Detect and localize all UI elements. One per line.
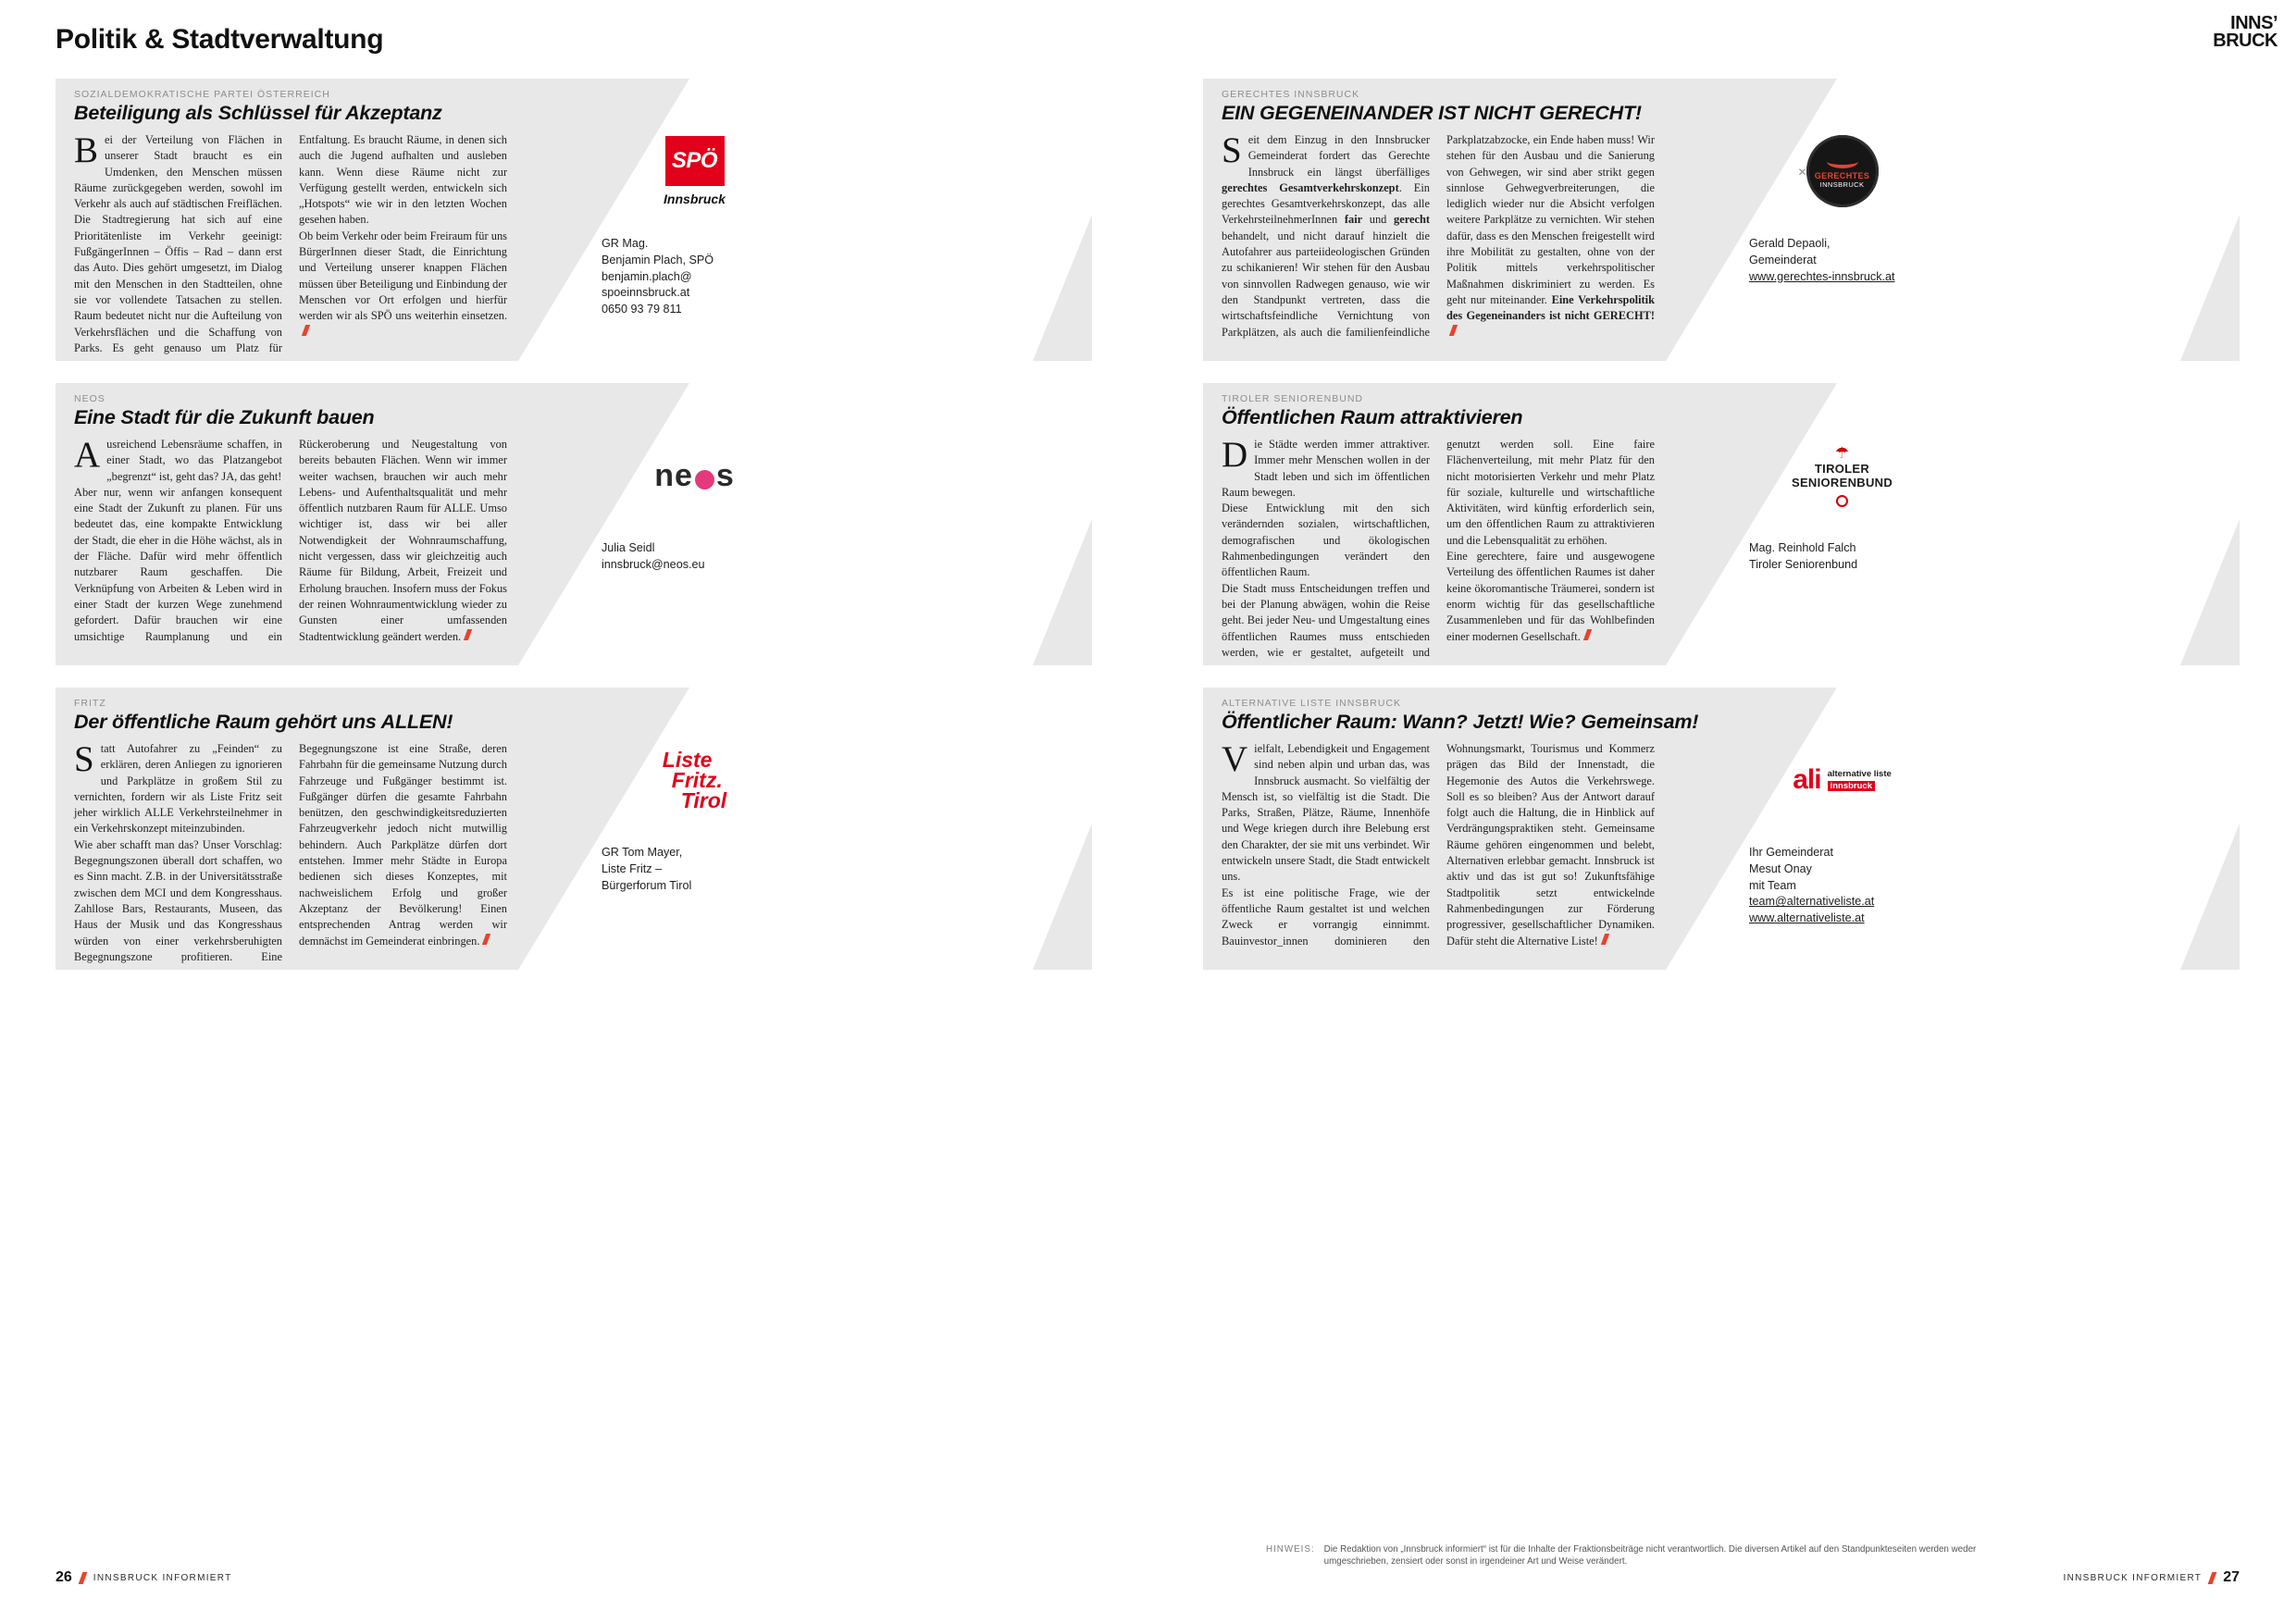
seniorenbund-logo-line2: SENIORENBUND <box>1791 475 1893 489</box>
article-gerechtes-innsbruck <box>1203 79 2240 361</box>
panel-corner-decoration <box>1033 824 1092 970</box>
ali-logo-line2: innsbruck <box>1828 781 1875 791</box>
ali-logo-main: ali <box>1793 764 1821 795</box>
rooster-icon <box>1827 155 1858 168</box>
x-mark-icon: ✕ <box>1797 166 1807 179</box>
spoe-logo-box <box>665 136 725 186</box>
contact-line: GR Mag. <box>602 237 649 250</box>
contact-line: mit Team <box>1749 878 1796 892</box>
contact-line: Mag. Reinhold Falch <box>1749 541 1856 554</box>
article-body <box>1222 132 1655 341</box>
article-spoe <box>56 79 1092 361</box>
contact-email: spoeinnsbruck.at <box>602 286 690 300</box>
contact-line: Gemeinderat <box>1749 253 1817 266</box>
article-category: SOZIALDEMOKRATISCHE PARTEI ÖSTERREICH <box>74 89 330 100</box>
article-neos <box>56 383 1092 665</box>
end-slash-icon <box>1449 325 1458 336</box>
seniorenbund-emblem-icon <box>1836 495 1848 507</box>
article-title: Öffentlicher Raum: Wann? Jetzt! Wie? Gemeinsam! <box>1222 711 1699 733</box>
contact-line: Julia Seidl <box>602 541 655 554</box>
article-tiroler-seniorenbund <box>1203 383 2240 665</box>
contact-block <box>600 125 789 318</box>
ali-logo-line1: alternative liste <box>1827 769 1892 779</box>
panel-corner-decoration <box>2180 215 2240 361</box>
page-number-right: 27 <box>2223 1569 2240 1585</box>
page-title: Politik & Stadtverwaltung <box>56 24 384 55</box>
fritz-wordmark <box>663 750 726 811</box>
tiroler-seniorenbund-logo <box>1747 429 1937 522</box>
article-alternative-liste <box>1203 688 2240 970</box>
contact-block <box>1747 125 1937 285</box>
contact-info <box>600 236 789 318</box>
end-slash-icon <box>302 325 310 336</box>
end-slash-icon <box>482 934 490 945</box>
seniorenbund-wordmark <box>1792 445 1893 507</box>
hinweis-label: HINWEIS: <box>1266 1544 1315 1555</box>
article-title: EIN GEGENEINANDER IST NICHT GERECHT! <box>1222 102 1642 124</box>
contact-email: innsbruck@neos.eu <box>602 557 705 571</box>
neos-wordmark <box>654 458 735 494</box>
article-body <box>1222 741 1655 949</box>
brand-line-2: BRUCK <box>2213 31 2277 51</box>
contact-info <box>1747 845 1937 927</box>
seniorenbund-logo-line1: TIROLER <box>1814 461 1870 476</box>
contact-line: Ihr Gemeinderat <box>1749 846 1833 859</box>
contact-line: Gerald Depaoli, <box>1749 237 1831 250</box>
article-title: Der öffentliche Raum gehört uns ALLEN! <box>74 711 453 733</box>
spoe-logo <box>600 125 789 217</box>
magazine-name: INNSBRUCK INFORMIERT <box>93 1572 232 1583</box>
innsbruck-magazine-logo <box>2213 15 2277 50</box>
article-body <box>74 741 507 965</box>
article-title: Eine Stadt für die Zukunft bauen <box>74 406 375 428</box>
alternative-liste-logo <box>1747 734 1937 826</box>
slash-icon <box>78 1572 87 1584</box>
footer-left <box>56 1569 232 1586</box>
gerechtes-innsbruck-logo <box>1747 125 1937 217</box>
slash-icon <box>2208 1572 2217 1584</box>
contact-block <box>1747 429 1937 574</box>
article-body <box>1222 437 1655 661</box>
body-text: Statt Autofahrer zu „Feinden“ zu erklären, deren Anliegen zu ignorieren und Parkplätze in großem Stil zu vernichten, fordern wir als Liste Fritz seit jeher wirklich ALLE Verkehrsteilnehmer in ein Verkehrskonzept miteinzubinden. Wie aber schafft man das? Unser Vorschlag: Begegnungszonen überall dort schaffen, wo es Sinn macht. Z.B. in der Universitätsstraße zwischen dem MCI und dem Kongresshaus. Zahllose Bars, Restaurants, Museen, das Haus der Musik und das Kongresshaus würden von einer verkehrsberuhigten Begegnungszone profitieren. Eine Begegnungszone ist eine Straße, deren Fahrbahn für die gemeinsame Nutzung durch Fahrzeuge und Fußgänger bestimmt ist. Fußgänger dürfen die gesamte Fahrbahn benützen, den geschwindigkeitsreduzierten Fahrzeugverkehr jedoch nicht mutwillig behindern. Auch Parkplätze dürfen dort entstehen. Immer mehr Städte in Europa bedienen sich dieses Konzeptes, mit nachweislichem Erfolg und großer Akzeptanz der Bevölkerung! Einen entsprechenden Antrag werden wir demnächst im Gemeinderat einbringen. <box>74 739 507 963</box>
neos-logo-post: s <box>715 457 735 493</box>
article-category: GERECHTES INNSBRUCK <box>1222 89 1360 100</box>
panel-corner-decoration <box>2180 824 2240 970</box>
body-text: Ausreichend Lebensräume schaffen, in einer Stadt, wo das Platzangebot „begrenzt“ ist, geht das? JA, das geht! Aber nur, wenn wir anfangen konsequent eine Stadt der Zukunft zu planen. Für uns bedeutet das, eine kompakte Entwicklung der Stadt, die eher in die Höhe wächst, als in der Fläche. Dafür wird mehr öffentlich nutzbarer Raum geschaffen. Die Verknüpfung von Arbeiten & Leben wird in einer Stadt der kurzen Wege zunehmend gefordert. Dafür brauchen wir eine umsichtige Raumplanung und ein Rückeroberung und Neugestaltung von bereits bebauten Flächen. Wenn wir immer weiter wachsen, brauchen wir auch mehr Lebens- und Aufenthaltsqualität und mehr öffentlich nutzbaren Raum für ALLE. Umso wichtiger ist, dass wir bei aller Notwendigkeit der Wohnraumschaffung, nicht vergessen, dass wir gleichzeitig auch Räume für Bildung, Arbeit, Freizeit und Erholung brauchen. Insofern muss der Fokus der reinen Wohnraumentwicklung wieder zu Gunsten einer umfassenden Stadtentwicklung geändert werden. <box>74 435 507 643</box>
contact-line: Benjamin Plach, SPÖ <box>602 253 714 266</box>
gerechtes-logo-line1: GERECHTES <box>1814 170 1870 180</box>
body-text: Vielfalt, Lebendigkeit und Engagement sind neben alpin und urban das, was Innsbruck ausmacht. So vielfältig der Mensch ist, so vielfältig ist die Stadt. Die Parks, Straßen, Plätze, Räume, Innenhöfe und Wege kriegen durch ihre Belebung erst den Charakter, der sie mit uns verbindet. Wir entwickeln unsere Stadt, die Stadt entwickelt uns. Es ist eine politische Frage, wie der öffentliche Raum gestaltet ist und welchen Zweck er vorrangig einnimmt. Bauinvestor_innen dominieren den Wohnungsmarkt, Tourismus und Kommerz prägen das Bild der Innenstadt, die Hegemonie des Autos die Verkehrswege. Soll es so bleiben? Aus der Antwort darauf folgt auch die Haltung, die in Hinblick auf Verdrängungspraktiken steht. Gemeinsame Räume gehören eingenommen und belebt, Alternativen erlebbar gemacht. Innsbruck ist aktiv und das ist gut so! Zukunftsfähige Stadtpolitik setzt entwickelnde Rahmenbedingungen zur Förderung progressiver, gesellschaftlicher Dynamiken. Dafür steht die Alternative Liste! <box>1222 739 1655 948</box>
article-title: Öffentlichen Raum attraktivieren <box>1222 406 1523 428</box>
fritz-logo-line3: Tirol <box>680 788 727 812</box>
email-link[interactable]: team@alternativeliste.at <box>1749 895 1875 909</box>
contact-block <box>1747 734 1937 927</box>
contact-line: Tiroler Seniorenbund <box>1749 557 1858 571</box>
fritz-logo-line2: Fritz. <box>671 768 723 792</box>
end-slash-icon <box>1601 934 1609 945</box>
contact-info <box>1747 236 1937 285</box>
magazine-name: INNSBRUCK INFORMIERT <box>2063 1572 2203 1583</box>
body-text: Die Städte werden immer attraktiver. Immer mehr Menschen wollen in der Stadt leben und sich im öffentlichen Raum bewegen. Diese Entwicklung mit den sich verändernden sozialen, wirtschaftlichen, demografischen und ökologischen Rahmenbedingungen verändert den öffentlichen Raum. Die Stadt muss Entscheidungen treffen und bei der Planung abwägen, wohin die Reise geht. Bei jeder Neu- und Umgestaltung eines öffentlichen Raumes muss entschieden werden, wie er gestaltet, aufgeteilt und genutzt werden soll. Eine faire Flächenverteilung, mit mehr Platz für den nicht motorisierten Verkehr und mehr Platz für soziale, kulturelle und wirtschaftliche Aktivitäten, wird künftig erforderlich sein, um den öffentlichen Raum zu attraktivieren und die Lebensqualität zu erhöhen. Eine gerechtere, faire und ausgewogene Verteilung des öffentlichen Raumes ist daher keine ökoromantische Träumerei, sondern ist enorm wichtig für das gesellschaftliche Zusammenleben und für das Wohlbefinden einer modernen Gesellschaft. <box>1222 435 1655 659</box>
liste-fritz-logo <box>600 734 789 826</box>
neos-dot-icon <box>695 470 714 489</box>
umbrella-icon: ☂ <box>1834 443 1850 462</box>
contact-block <box>600 429 789 574</box>
neos-logo <box>600 429 789 522</box>
body-text: Seit dem Einzug in den Innsbrucker Gemeinderat fordert das Gerechte Innsbruck ein längst überfälliges gerechtes Gesamtverkehrskonzept. Ein gerechtes Gesamtverkehrskonzept, das alle VerkehrsteilnehmerInnen fair und gerecht behandelt, und nicht darauf hinzielt die Autofahrer aus parteiideologischen Gründen zu schikanieren! Wir stehen für den Ausbau von sinnvollen Radwegen genauso, wie wir den Standpunkt vertreten, dass die wirtschaftsfeindliche Vernichtung von Parkplätzen, als auch die familienfeindliche Parkplatzabzocke, ein Ende haben muss! Wir stehen für den Ausbau und die Sanierung von Gehwegen, wir sind aber strikt gegen sinnlose Gehwegverbreiterungen, die lediglich wieder nur die Absicht verfolgen weitere Parkplätze zu vernichten. Wir stehen dafür, dass es den Menschen freigestellt wird ihre Mobilität zu gestalten, ohne von der Politik mittels verkehrspolitischer Maßnahmen diskriminiert zu werden. Es geht nur miteinander. Eine Verkehrspolitik des Gegeneinanders ist nicht GERECHT! <box>1222 130 1655 339</box>
spoe-logo-text: SPÖ <box>671 148 718 173</box>
body-text: Bei der Verteilung von Flächen in unserer Stadt braucht es ein Umdenken, den Menschen müssen Räume zurückgegeben werden, sowohl im Verkehr als auch auf städtischen Freiflächen. Die Stadtregierung hat sich auf eine Prioritätenliste im Verkehr geeinigt: FußgängerInnen – Öffis – Rad – dann erst das Auto. Dies gehört umgesetzt, im Dialog mit den Menschen in den Stadtteilen, ohne sie vor vollendete Tatsachen zu stellen. Raum bedeutet nicht nur die Aufteilung von Verkehrsflächen und die Schaffung von Parks. Es geht genauso um Platz für Entfaltung. Es braucht Räume, in denen sich auch die Jugend aufhalten und ausleben kann. Wenn diese Räume nicht zur Verfügung gestellt werden, entwickeln sich „Hotspots“ wie wir in den letzten Wochen gesehen haben. Ob beim Verkehr oder beim Freiraum für uns BürgerInnen dieser Stadt, die Einrichtung und Verteilung unserer knappen Flächen müssen über Beteiligung und Einbindung der Menschen vor Ort erfolgen und hierfür werden wir als SPÖ uns weiterhin einsetzen. <box>74 130 507 354</box>
article-category: NEOS <box>74 393 105 404</box>
contact-info <box>1747 540 1937 574</box>
panel-corner-decoration <box>2180 519 2240 665</box>
brand-line-1: INNS’ <box>2230 13 2277 33</box>
contact-line: GR Tom Mayer, <box>602 846 683 859</box>
footer-right <box>2063 1569 2240 1586</box>
end-slash-icon <box>1583 629 1592 640</box>
contact-block <box>600 734 789 894</box>
editorial-note <box>1266 1543 2062 1567</box>
end-slash-icon <box>464 629 472 640</box>
article-body <box>74 437 507 645</box>
page-number-left: 26 <box>56 1569 72 1585</box>
article-category: FRITZ <box>74 698 106 709</box>
neos-logo-pre: ne <box>654 457 693 493</box>
spoe-logo-subtext: Innsbruck <box>664 192 726 206</box>
article-category: ALTERNATIVE LISTE INNSBRUCK <box>1222 698 1402 709</box>
article-title: Beteiligung als Schlüssel für Akzeptanz <box>74 102 442 124</box>
article-liste-fritz <box>56 688 1092 970</box>
contact-phone: 0650 93 79 811 <box>602 303 682 316</box>
contact-info <box>600 540 789 574</box>
fritz-logo-line1: Liste <box>662 748 713 772</box>
website-link[interactable]: www.alternativeliste.at <box>1749 911 1865 925</box>
panel-corner-decoration <box>1033 519 1092 665</box>
hinweis-text: Die Redaktion von „Innsbruck informiert“ ist für die Inhalte der Fraktionsbeiträge nicht verantwortlich. Die diversen Artikel auf den Standpunkteseiten werden weder umgeschrieben, zensiert oder sonst in irgendeiner Art und Weise verändert. <box>1323 1544 1977 1567</box>
article-category: TIROLER SENIORENBUND <box>1222 393 1364 404</box>
contact-line: Mesut Onay <box>1749 861 1812 875</box>
website-link[interactable]: www.gerechtes-innsbruck.at <box>1749 269 1895 283</box>
gerechtes-logo-line2: INNSBRUCK <box>1819 180 1865 189</box>
ali-logo-subtext <box>1828 769 1892 791</box>
contact-info <box>600 845 789 894</box>
ali-wordmark <box>1793 764 1892 795</box>
article-body <box>74 132 507 356</box>
panel-corner-decoration <box>1033 215 1092 361</box>
contact-line: Liste Fritz – <box>602 861 663 875</box>
gerechtes-logo-emblem <box>1797 135 1879 207</box>
contact-email: benjamin.plach@ <box>602 269 692 283</box>
contact-line: Bürgerforum Tirol <box>602 878 692 892</box>
